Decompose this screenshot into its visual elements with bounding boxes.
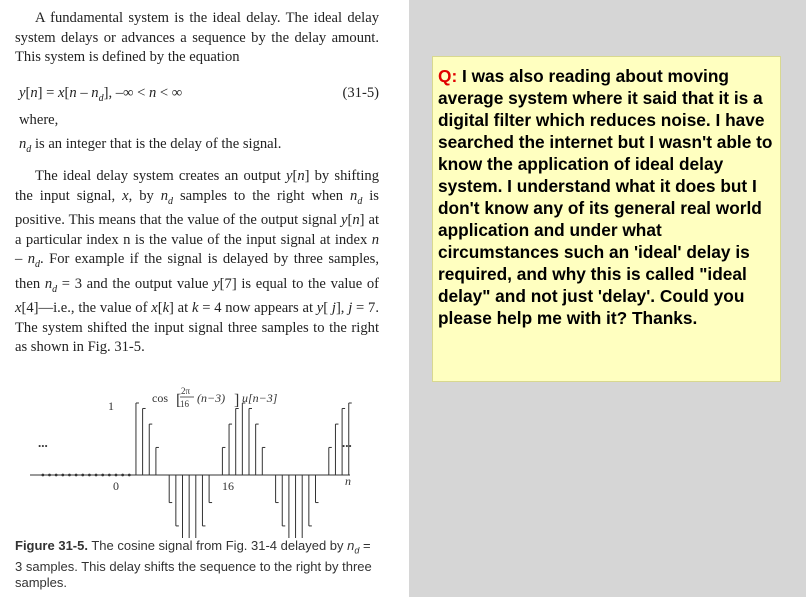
sample-dot [61, 474, 64, 477]
y-tick-label: 1 [108, 399, 114, 413]
sample-dot [75, 474, 78, 477]
bracket-right: ] [234, 392, 240, 409]
sample-dot [68, 474, 71, 477]
x-label-16: 16 [222, 479, 234, 493]
sample-dot [48, 474, 51, 477]
sample-dot [101, 474, 104, 477]
delayed-cosine-stem-plot [0, 378, 409, 538]
formula-den: 16 [180, 399, 189, 409]
ellipsis-right: ... [342, 435, 352, 450]
caption-label: Figure 31-5. [15, 538, 88, 553]
question-text: I was also reading about moving average system where it said that it is a digital filter which reduces noise. I have searched the internet but I wasn't able to know the application of ideal delay system. I understand what it does but I don't know any of its general real world application and under what circumstances such an 'ideal' delay is required, and why this is called "ideal delay" and not just 'delay'. Could you please help me with it? Thanks. [438, 66, 773, 328]
sample-dot [55, 474, 58, 477]
formula-prefix: cos [152, 391, 168, 405]
x-label-0: 0 [113, 479, 119, 493]
sample-dot [121, 474, 124, 477]
ellipsis-left: ... [38, 435, 48, 450]
sample-dot [108, 474, 111, 477]
sample-dot [95, 474, 98, 477]
sample-dot [88, 474, 91, 477]
sample-dot [41, 474, 44, 477]
intro-paragraph: A fundamental system is the ideal delay. The ideal delay system delays or advances a sequence by the delay amount. This system is defined by the equation [15, 10, 379, 66]
equation-text: y [19, 85, 26, 101]
question-note [432, 56, 781, 382]
sample-dot [115, 474, 118, 477]
bracket-left: [ [176, 392, 182, 409]
question-prefix: Q: [438, 66, 458, 86]
nd-definition: $n_d$ is an integer that is the delay of the signal. [19, 136, 282, 155]
explanation-paragraph: The ideal delay system creates an output y[n] by shifting the input signal, x, by $n_d$ samples to the right when $n_d$ is positive. This means that the value of the output signal y[n] at a particular index n is the value of the input signal at index n – $n_d$. For example if the signal is delayed by three samples, then $n_d = 3$ and the output value y[7] is equal to the value of x[4]—i.e., the value of x[k] at k = 4 now appears at y[ j], j = 7. The system shifted the input signal three samples to the right as shown in Fig. 31-5. [15, 168, 380, 356]
stems-group [41, 403, 351, 538]
delay-equation: $y[n] = x[n - n_d]$, –∞ < n < ∞ (31-5) [19, 85, 379, 104]
x-axis-variable: n [345, 474, 351, 488]
figure-caption: Figure 31-5. The cosine signal from Fig. 31-4 delayed by $n_d = 3$ samples. This delay shifts the sequence to the right by three samples. [15, 538, 372, 591]
formula-arg: (n−3) [197, 391, 226, 405]
sample-dot [81, 474, 84, 477]
formula-num: 2π [181, 386, 191, 396]
equation-number: (31-5) [342, 85, 379, 101]
sample-dot [128, 474, 131, 477]
where-label: where, [19, 112, 59, 128]
formula-suffix: u[n−3] [242, 391, 278, 405]
